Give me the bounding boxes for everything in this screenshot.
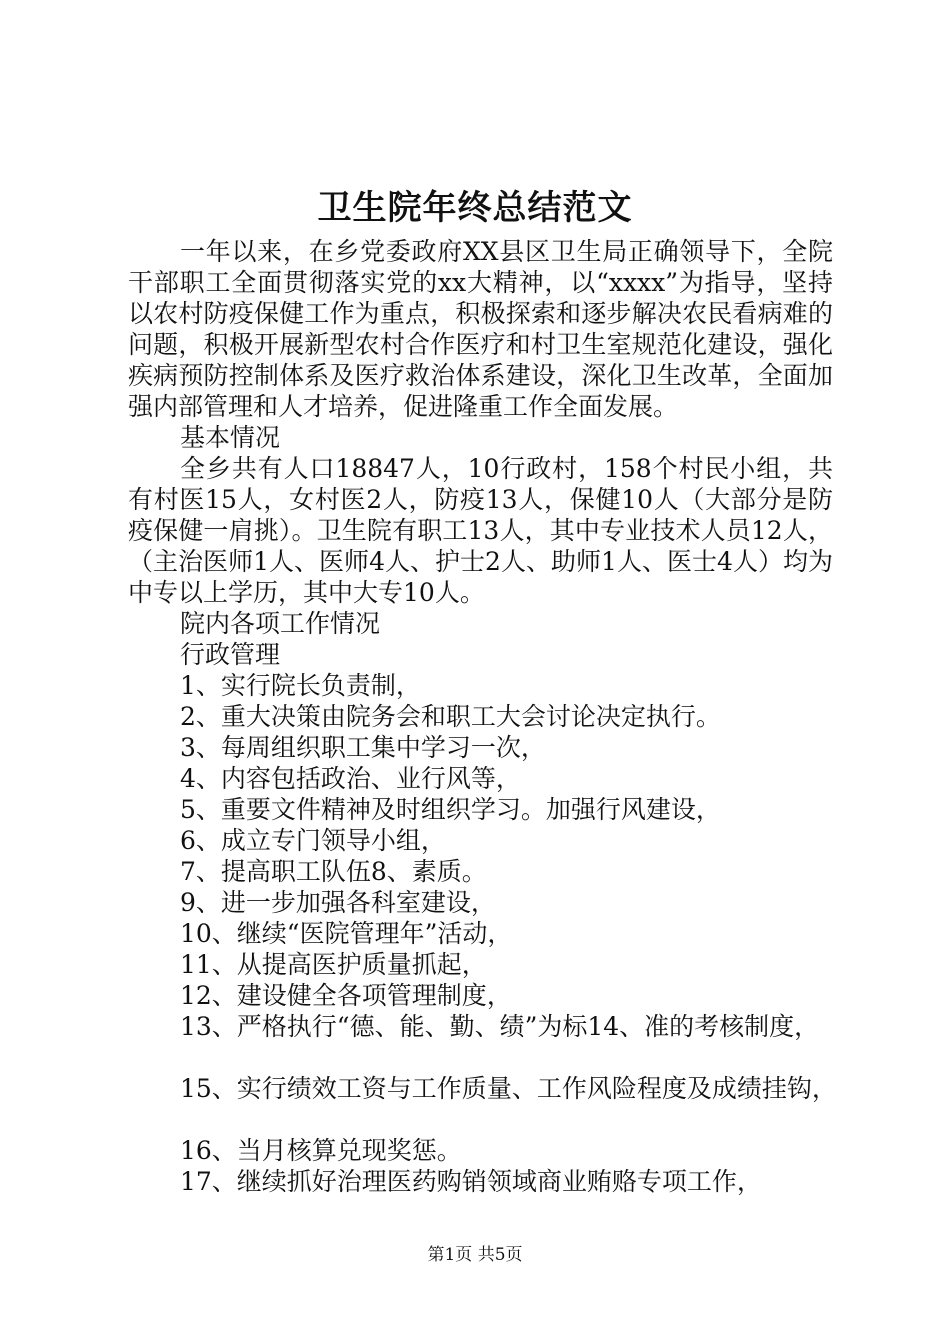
list-item: 11、从提高医护质量抓起， xyxy=(180,950,487,979)
list-item: 4、内容包括政治、业行风等， xyxy=(180,764,521,793)
intro-paragraph: 一年以来，在乡党委政府XX县区卫生局正确领导下，全院干部职工全面贯彻落实党的xx大精神，以“xxxx”为指导，坚持以农村防疫保健工作为重点，积极探索和逐步解决农民看病难的问题，积极开展新型农村合作医疗和村卫生室规范化建设，强化疾病预防控制体系及医疗救治体系建设，深化卫生改革，全面加强内部管理和人才培养，促进隆重工作全面发展。 xyxy=(128,237,833,421)
list-item: 5、重要文件精神及时组织学习。加强行风建设， xyxy=(180,795,721,824)
list-item: 10、继续“医院管理年”活动， xyxy=(180,919,513,948)
list-item: 17、继续抓好治理医药购销领域商业贿赂专项工作， xyxy=(180,1167,762,1196)
basic-info-paragraph: 全乡共有人口18847人，10行政村，158个村民小组，共有村医15人，女村医2人，防疫13人，保健10人（大部分是防疫保健一肩挑）。卫生院有职工13人，其中专业技术人员12人，（主治医师1人、医师4人、护士2人、助师1人、医士4人）均为中专以上学历，其中大专10人。 xyxy=(128,454,833,607)
list-item: 15、实行绩效工资与工作质量、工作风险程度及成绩挂钩， xyxy=(180,1074,837,1103)
list-item: 1、实行院长负责制， xyxy=(180,671,421,700)
list-item: 13、严格执行“德、能、勤、绩”为标14、准的考核制度， xyxy=(180,1012,820,1041)
page-title: 卫生院年终总结范文 xyxy=(317,188,633,228)
list-item: 16、当月核算兑现奖惩。 xyxy=(180,1136,462,1165)
section-heading-work: 院内各项工作情况 xyxy=(180,609,381,638)
list-item: 2、重大决策由院务会和职工大会讨论决定执行。 xyxy=(180,702,721,731)
list-item: 3、每周组织职工集中学习一次， xyxy=(180,733,546,762)
list-item: 7、提高职工队伍8、素质。 xyxy=(180,857,487,886)
list-item: 9、进一步加强各科室建设， xyxy=(180,888,496,917)
list-item: 12、建设健全各项管理制度， xyxy=(180,981,512,1010)
document-body xyxy=(128,236,837,1197)
section-heading-admin: 行政管理 xyxy=(180,640,281,669)
page-footer: 第1页 共5页 xyxy=(427,1245,523,1265)
list-item: 6、成立专门领导小组， xyxy=(180,826,446,855)
section-heading-basic: 基本情况 xyxy=(180,423,281,452)
